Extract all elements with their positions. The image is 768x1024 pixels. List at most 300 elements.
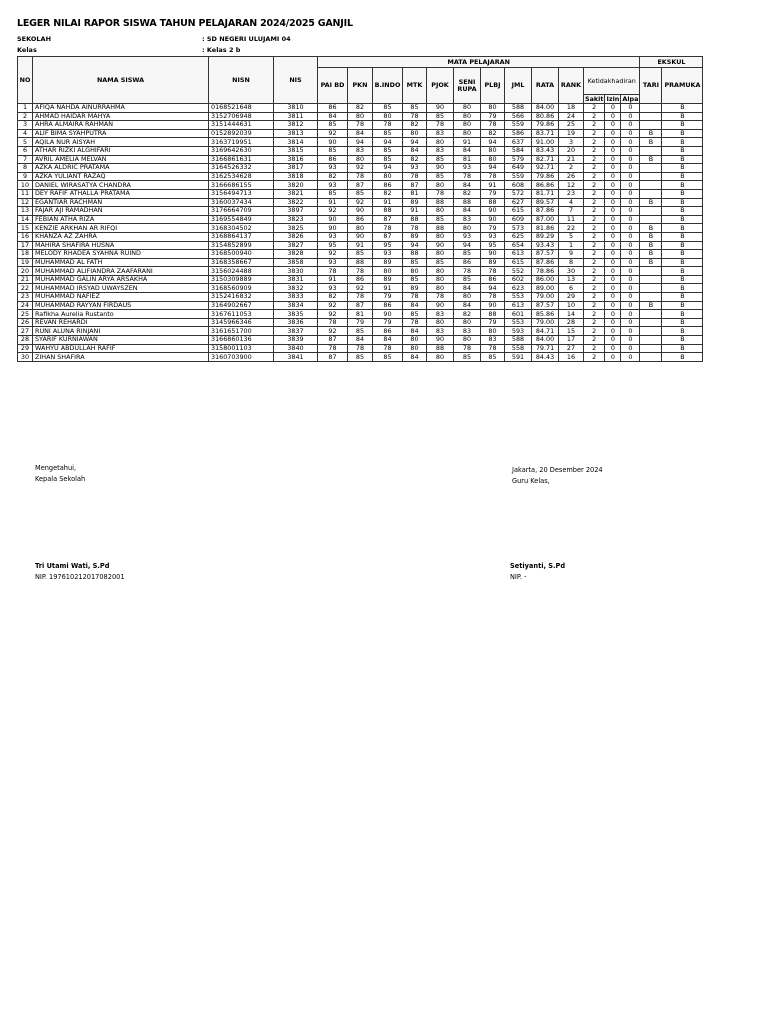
table-row [18,327,703,336]
row-number-cell: 15 [18,224,33,233]
row-number-cell: 20 [18,267,33,276]
student-name-cell: MELODY RHADEA SYAHNA RUIND [33,250,209,259]
ekskul-pramuka-cell: B [662,215,703,224]
score-bindo-cell: 80 [373,172,403,181]
absent-sick-cell: 2 [584,353,605,362]
score-pai-cell: 78 [318,318,348,327]
absent-alpha-cell: 0 [621,267,640,276]
table-row [18,224,703,233]
score-average-cell: 83.71 [532,129,559,138]
nis-cell: 3828 [274,250,318,259]
row-number-cell: 16 [18,232,33,241]
score-mtk-cell: 84 [403,146,427,155]
student-name-cell: AFIQA NAHDA AINURRAHMA [33,104,209,113]
student-name-cell: MAHIRA SHAFIRA HUSNA [33,241,209,250]
absent-sick-cell: 2 [584,258,605,267]
rank-cell: 4 [559,198,584,207]
score-average-cell: 82.71 [532,155,559,164]
absent-permit-cell: 0 [605,129,621,138]
table-row [18,310,703,319]
score-seni-rupa-cell: 86 [454,258,481,267]
rank-cell: 11 [559,215,584,224]
score-seni-rupa-cell: 83 [454,215,481,224]
ekskul-tari-cell [640,181,662,190]
nisn-cell: 3161651700 [209,327,274,336]
score-bindo-cell: 78 [373,121,403,130]
absent-permit-cell: 0 [605,318,621,327]
rank-cell: 2 [559,164,584,173]
row-number-cell: 14 [18,215,33,224]
absent-alpha-cell: 0 [621,275,640,284]
score-pkn-cell: 80 [348,112,373,121]
nisn-cell: 3168500940 [209,250,274,259]
absent-alpha-cell: 0 [621,224,640,233]
score-pjok-cell: 85 [427,172,454,181]
score-plbj-cell: 94 [481,164,505,173]
score-mtk-cell: 94 [403,241,427,250]
nisn-cell: 3169554849 [209,215,274,224]
score-plbj-cell: 85 [481,353,505,362]
table-row [18,293,703,302]
score-pkn-cell: 91 [348,241,373,250]
score-total-cell: 572 [505,189,532,198]
score-pkn-cell: 80 [348,155,373,164]
score-total-cell: 573 [505,224,532,233]
table-row [18,155,703,164]
table-row [18,267,703,276]
ekskul-tari-cell [640,318,662,327]
nis-cell: 3836 [274,318,318,327]
score-average-cell: 92.71 [532,164,559,173]
total-header: JML [505,68,532,104]
class-value: : Kelas 2 b [202,46,241,54]
score-bindo-cell: 80 [373,267,403,276]
rank-cell: 19 [559,129,584,138]
score-mtk-cell: 80 [403,129,427,138]
score-pkn-cell: 94 [348,138,373,147]
score-bindo-cell: 86 [373,327,403,336]
score-plbj-cell: 88 [481,198,505,207]
nisn-cell: 3145966346 [209,318,274,327]
score-seni-rupa-cell: 80 [454,224,481,233]
score-pjok-cell: 78 [427,293,454,302]
score-pjok-cell: 90 [427,164,454,173]
score-seni-rupa-cell: 82 [454,310,481,319]
score-total-cell: 613 [505,301,532,310]
ekskul-pramuka-cell: B [662,155,703,164]
rank-cell: 10 [559,301,584,310]
score-plbj-cell: 90 [481,301,505,310]
teacher-name: Setiyanti, S.Pd [510,562,566,570]
score-pjok-cell: 80 [427,207,454,216]
score-pai-cell: 87 [318,353,348,362]
score-mtk-cell: 82 [403,155,427,164]
score-seni-rupa-cell: 88 [454,198,481,207]
table-row [18,318,703,327]
nisn-cell: 3152416832 [209,293,274,302]
score-total-cell: 593 [505,327,532,336]
absent-permit-cell: 0 [605,267,621,276]
student-name-cell: MUHAMMAD NAFIEZ [33,293,209,302]
absent-permit-cell: 0 [605,241,621,250]
absent-sick-cell: 2 [584,112,605,121]
score-total-cell: 586 [505,129,532,138]
absent-sick-cell: 2 [584,104,605,113]
score-pkn-cell: 78 [348,172,373,181]
ekskul-tari-cell [640,189,662,198]
score-pkn-cell: 82 [348,104,373,113]
absent-alpha-cell: 0 [621,215,640,224]
score-pkn-cell: 86 [348,275,373,284]
row-number-cell: 18 [18,250,33,259]
score-pai-cell: 78 [318,267,348,276]
class-label: Kelas [17,46,37,54]
score-plbj-cell: 78 [481,172,505,181]
nisn-cell: 3156024488 [209,267,274,276]
student-name-cell: KHANZA AZ ZAHRA [33,232,209,241]
score-pkn-cell: 78 [348,121,373,130]
score-bindo-cell: 79 [373,318,403,327]
table-row [18,301,703,310]
table-row [18,181,703,190]
score-pjok-cell: 88 [427,224,454,233]
nisn-cell: 0168521648 [209,104,274,113]
absent-permit-cell: 0 [605,207,621,216]
student-name-cell: MUHAMMAD IRSYAD UWAYSZEN [33,284,209,293]
rank-cell: 24 [559,112,584,121]
nis-cell: 3813 [274,129,318,138]
score-bindo-cell: 87 [373,215,403,224]
row-number-cell: 30 [18,353,33,362]
score-seni-rupa-cell: 93 [454,164,481,173]
nis-cell: 3858 [274,258,318,267]
score-pai-cell: 85 [318,189,348,198]
rank-cell: 17 [559,336,584,345]
nisn-cell: 3151444631 [209,121,274,130]
absence-header: Izin [606,94,620,103]
ekskul-pramuka-cell: B [662,164,703,173]
absent-alpha-cell: 0 [621,310,640,319]
nis-cell: 3816 [274,155,318,164]
score-pai-cell: 82 [318,293,348,302]
score-mtk-cell: 94 [403,138,427,147]
row-number-cell: 5 [18,138,33,147]
rank-cell: 7 [559,207,584,216]
score-bindo-cell: 85 [373,353,403,362]
nis-cell: 3832 [274,284,318,293]
score-plbj-cell: 90 [481,207,505,216]
score-pjok-cell: 85 [427,155,454,164]
score-pjok-cell: 83 [427,310,454,319]
absent-permit-cell: 0 [605,284,621,293]
score-pjok-cell: 78 [427,189,454,198]
ekskul-tari-cell [640,172,662,181]
score-average-cell: 79.86 [532,172,559,181]
ekskul-pramuka-cell: B [662,344,703,353]
score-plbj-cell: 88 [481,310,505,319]
score-mtk-cell: 85 [403,258,427,267]
absent-sick-cell: 2 [584,241,605,250]
score-mtk-cell: 84 [403,327,427,336]
score-total-cell: 654 [505,241,532,250]
score-pai-cell: 91 [318,275,348,284]
row-number-cell: 17 [18,241,33,250]
nis-cell: 3820 [274,181,318,190]
nisn-cell: 3166861631 [209,155,274,164]
grades-table [17,56,703,362]
ekskul-tari-cell: B [640,250,662,259]
score-pjok-cell: 85 [427,258,454,267]
table-row [18,138,703,147]
ekskul-tari-cell: B [640,241,662,250]
subject-header: PKN [348,68,373,104]
student-name-cell: REVAN REHARDI [33,318,209,327]
score-pkn-cell: 92 [348,198,373,207]
ekskul-tari-cell [640,327,662,336]
score-average-cell: 84.00 [532,104,559,113]
score-pjok-cell: 90 [427,104,454,113]
score-pkn-cell: 78 [348,293,373,302]
absent-sick-cell: 2 [584,336,605,345]
absent-alpha-cell: 0 [621,232,640,241]
average-header: RATA [532,68,559,104]
row-number-cell: 28 [18,336,33,345]
score-mtk-cell: 78 [403,293,427,302]
principal-nip: NIP. 197610212017082001 [35,573,125,581]
score-pai-cell: 93 [318,181,348,190]
absent-alpha-cell: 0 [621,198,640,207]
absent-sick-cell: 2 [584,310,605,319]
score-bindo-cell: 89 [373,258,403,267]
ekskul-pramuka-cell: B [662,232,703,241]
score-total-cell: 559 [505,172,532,181]
ekskul-tari-cell [640,293,662,302]
ekskul-pramuka-cell: B [662,181,703,190]
score-pai-cell: 78 [318,344,348,353]
score-total-cell: 591 [505,353,532,362]
score-mtk-cell: 78 [403,112,427,121]
teacher-name-block [510,562,565,584]
rank-cell: 1 [559,241,584,250]
score-mtk-cell: 91 [403,207,427,216]
score-pkn-cell: 87 [348,301,373,310]
score-plbj-cell: 80 [481,155,505,164]
score-bindo-cell: 85 [373,146,403,155]
nis-cell: 3812 [274,121,318,130]
subject-header: B.INDO [373,68,403,104]
absent-sick-cell: 2 [584,129,605,138]
ekskul-pramuka-cell: B [662,129,703,138]
score-mtk-cell: 84 [403,301,427,310]
score-seni-rupa-cell: 83 [454,327,481,336]
score-pkn-cell: 78 [348,267,373,276]
rank-cell: 30 [559,267,584,276]
absent-permit-cell: 0 [605,232,621,241]
table-row [18,129,703,138]
student-name-cell: ATHAR RIZKI ALGHIFARI [33,146,209,155]
row-number-cell: 19 [18,258,33,267]
score-seni-rupa-cell: 85 [454,275,481,284]
rank-cell: 20 [559,146,584,155]
score-average-cell: 89.29 [532,232,559,241]
student-name-cell: DANIEL WIRASATYA CHANDRA [33,181,209,190]
score-bindo-cell: 88 [373,207,403,216]
student-name-cell: Rafikha Aurelia Rustanto [33,310,209,319]
score-mtk-cell: 89 [403,284,427,293]
col-header-nis: NIS [274,57,318,104]
row-number-cell: 9 [18,172,33,181]
ekskul-pramuka-cell: B [662,138,703,147]
nis-cell: 3835 [274,310,318,319]
score-bindo-cell: 91 [373,284,403,293]
rank-cell: 14 [559,310,584,319]
absent-sick-cell: 2 [584,198,605,207]
score-plbj-cell: 80 [481,146,505,155]
score-pkn-cell: 79 [348,318,373,327]
score-pai-cell: 90 [318,138,348,147]
ekskul-tari-cell: B [640,138,662,147]
row-number-cell: 3 [18,121,33,130]
score-pkn-cell: 90 [348,232,373,241]
score-mtk-cell: 89 [403,232,427,241]
score-pjok-cell: 83 [427,327,454,336]
student-name-cell: RUNI ALUNA RINJANI [33,327,209,336]
score-mtk-cell: 93 [403,164,427,173]
absent-permit-cell: 0 [605,104,621,113]
rank-cell: 13 [559,275,584,284]
score-total-cell: 588 [505,336,532,345]
nisn-cell: 3167611053 [209,310,274,319]
rank-cell: 5 [559,232,584,241]
rank-cell: 6 [559,284,584,293]
principal-role: Kepala Sekolah [35,475,86,483]
col-header-nisn: NISN [209,57,274,104]
score-average-cell: 84.71 [532,327,559,336]
row-number-cell: 21 [18,275,33,284]
score-average-cell: 83.43 [532,146,559,155]
absent-alpha-cell: 0 [621,336,640,345]
nisn-cell: 3168358667 [209,258,274,267]
nisn-cell: 3162534628 [209,172,274,181]
ekskul-pramuka-cell: B [662,310,703,319]
score-pkn-cell: 84 [348,129,373,138]
table-row [18,198,703,207]
score-pkn-cell: 85 [348,189,373,198]
score-average-cell: 84.00 [532,336,559,345]
row-number-cell: 13 [18,207,33,216]
absent-alpha-cell: 0 [621,155,640,164]
score-mtk-cell: 85 [403,275,427,284]
score-average-cell: 81.86 [532,224,559,233]
score-plbj-cell: 94 [481,138,505,147]
col-header-no: NO [18,57,33,104]
absent-alpha-cell: 0 [621,112,640,121]
signing-date: Jakarta, 20 Desember 2024 [512,466,603,474]
score-pai-cell: 93 [318,232,348,241]
absent-sick-cell: 2 [584,232,605,241]
score-plbj-cell: 86 [481,275,505,284]
score-mtk-cell: 85 [403,310,427,319]
table-row [18,344,703,353]
absent-sick-cell: 2 [584,207,605,216]
score-mtk-cell: 80 [403,267,427,276]
nisn-cell: 3152706948 [209,112,274,121]
absent-alpha-cell: 0 [621,293,640,302]
score-pai-cell: 92 [318,301,348,310]
rank-cell: 27 [559,344,584,353]
score-pkn-cell: 81 [348,310,373,319]
student-name-cell: MUHAMMAD ALIFIANDRA ZAAFARANI [33,267,209,276]
score-mtk-cell: 80 [403,344,427,353]
score-pkn-cell: 85 [348,250,373,259]
student-name-cell: EGANTIAR RACHMAN [33,198,209,207]
nisn-cell: 3163719951 [209,138,274,147]
score-average-cell: 81.71 [532,189,559,198]
rank-cell: 8 [559,258,584,267]
absent-alpha-cell: 0 [621,250,640,259]
score-plbj-cell: 91 [481,181,505,190]
nisn-cell: 3169642630 [209,146,274,155]
score-total-cell: 553 [505,293,532,302]
ekskul-tari-cell: B [640,129,662,138]
absent-permit-cell: 0 [605,275,621,284]
score-pjok-cell: 80 [427,138,454,147]
score-bindo-cell: 87 [373,232,403,241]
score-pjok-cell: 80 [427,267,454,276]
score-average-cell: 93.43 [532,241,559,250]
absent-sick-cell: 2 [584,121,605,130]
table-row [18,353,703,362]
absent-alpha-cell: 0 [621,121,640,130]
absent-sick-cell: 2 [584,155,605,164]
score-bindo-cell: 86 [373,301,403,310]
rank-cell: 9 [559,250,584,259]
score-total-cell: 625 [505,232,532,241]
score-pjok-cell: 90 [427,301,454,310]
row-number-cell: 25 [18,310,33,319]
row-number-cell: 22 [18,284,33,293]
score-plbj-cell: 79 [481,224,505,233]
score-total-cell: 602 [505,275,532,284]
score-pjok-cell: 83 [427,146,454,155]
row-number-cell: 8 [18,164,33,173]
nis-cell: 3833 [274,293,318,302]
nis-cell: 3811 [274,112,318,121]
absent-sick-cell: 2 [584,275,605,284]
principal-name: Tri Utami Wati, S.Pd [35,562,110,570]
absent-sick-cell: 2 [584,284,605,293]
score-seni-rupa-cell: 84 [454,284,481,293]
student-name-cell: AQILA NUR AISYAH [33,138,209,147]
ekskul-tari-cell [640,112,662,121]
ekskul-tari-cell [640,353,662,362]
ekskul-tari-cell [640,344,662,353]
score-pkn-cell: 86 [348,215,373,224]
nisn-cell: 3156494713 [209,189,274,198]
nisn-cell: 3176664709 [209,207,274,216]
table-row [18,250,703,259]
score-total-cell: 608 [505,181,532,190]
score-pjok-cell: 80 [427,181,454,190]
score-pkn-cell: 92 [348,164,373,173]
score-plbj-cell: 78 [481,267,505,276]
score-pjok-cell: 78 [427,121,454,130]
student-name-cell: MUHAMMAD GALIN ARYA ARSAKHA [33,275,209,284]
score-total-cell: 609 [505,215,532,224]
nis-cell: 3830 [274,267,318,276]
score-pai-cell: 92 [318,327,348,336]
nisn-cell: 3166686155 [209,181,274,190]
